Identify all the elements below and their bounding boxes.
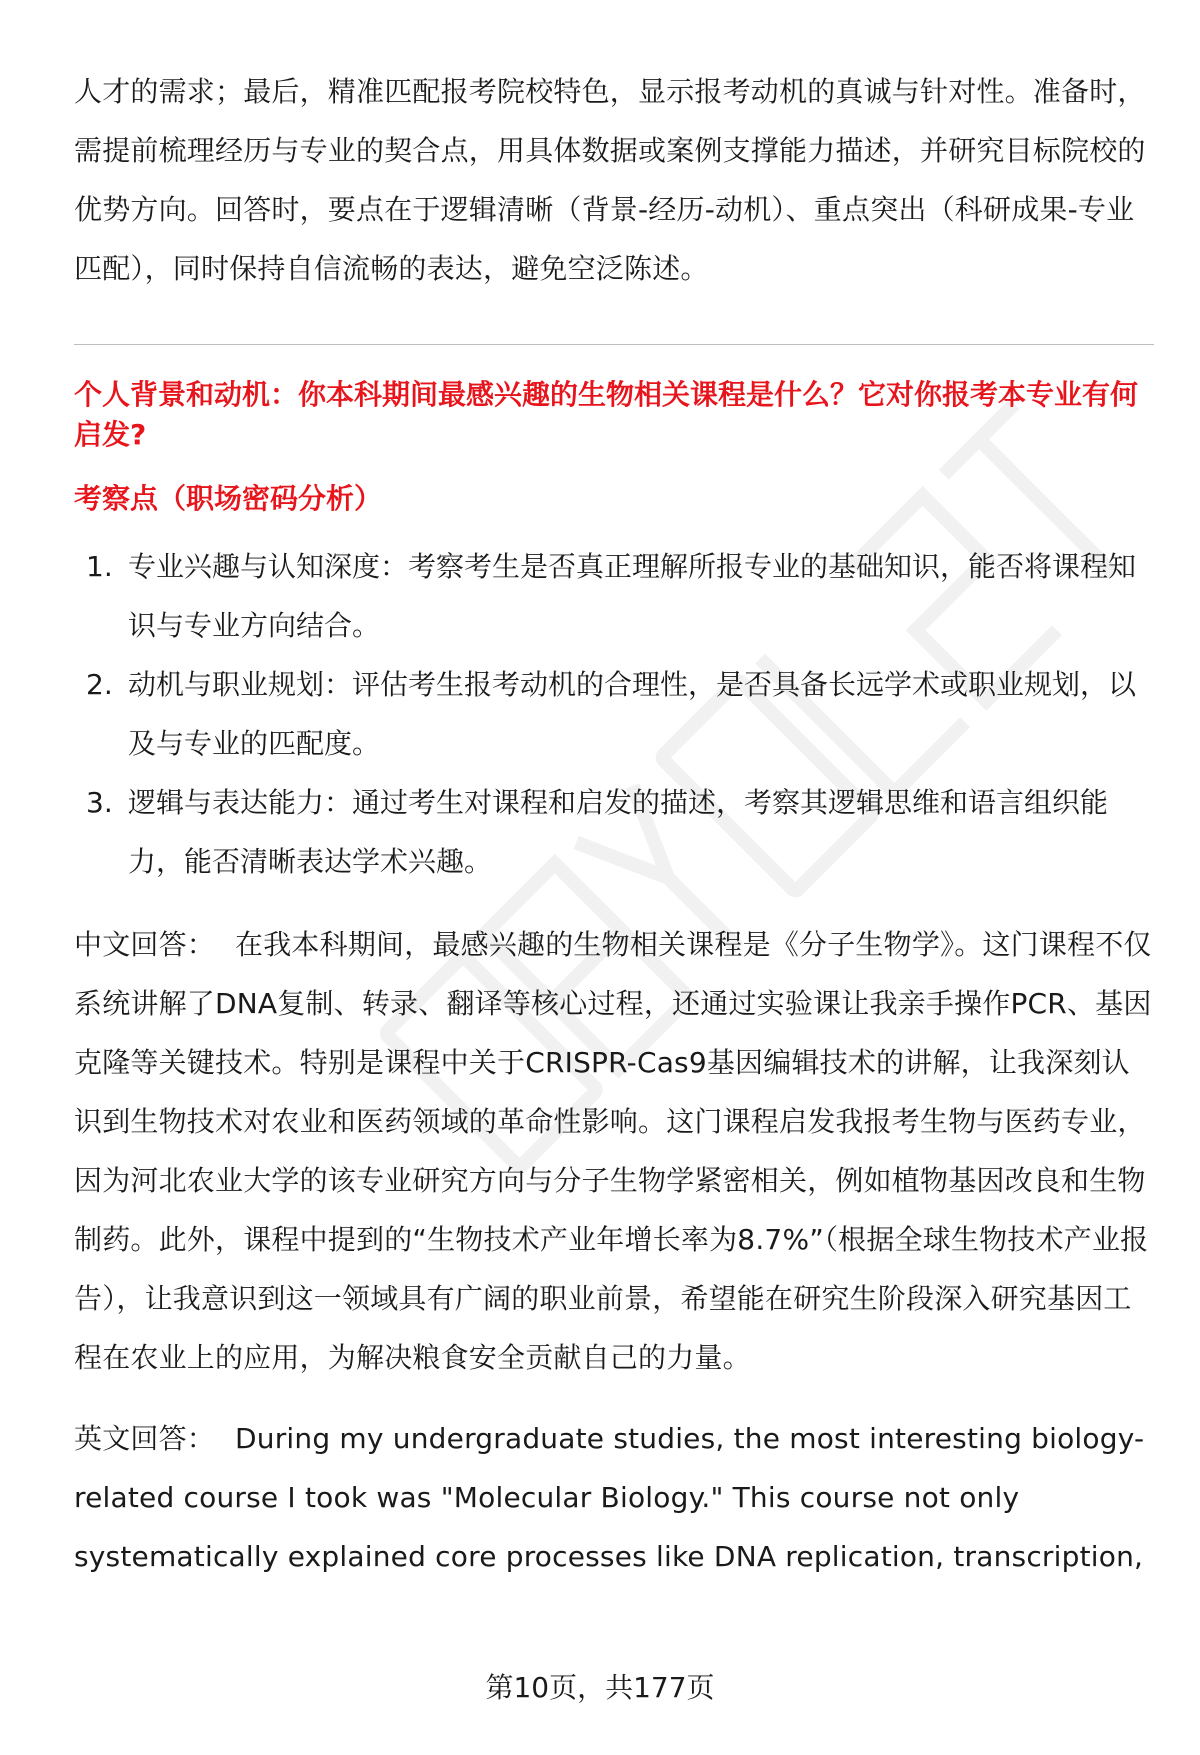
assessment-list [74,537,1154,891]
content-area [74,62,1154,1586]
page-footer: 第10页，共177页 [485,1671,715,1704]
list-item [74,773,1154,891]
list-item-number: 2. [86,668,113,701]
chinese-answer-label: 中文回答： [74,928,216,961]
english-answer-label: 英文回答： [74,1422,216,1455]
list-item-number: 1. [86,550,113,583]
list-item [74,655,1154,773]
list-item [74,537,1154,655]
english-answer-text: During my undergraduate studies, the most interesting biology-related course I took was "Molecular Biology." This course not only systematically explained core processes like DNA replication, transcription, [74,1422,1145,1573]
list-item-number: 3. [86,786,113,819]
chinese-answer [74,915,1154,1387]
section-divider [74,344,1154,345]
english-answer [74,1409,1154,1586]
chinese-answer-text: 在我本科期间，最感兴趣的生物相关课程是《分子生物学》。这门课程不仅系统讲解了DNA复制、转录、翻译等核心过程，还通过实验课让我亲手操作PCR、基因克隆等关键技术。特别是课程中关于CRISPR-Cas9基因编辑技术的讲解，让我深刻认识到生物技术对农业和医药领域的革命性影响。这门课程启发我报考生物与医药专业，因为河北农业大学的该专业研究方向与分子生物学紧密相关，例如植物基因改良和生物制药。此外，课程中提到的“生物技术产业年增长率为8.7%”（根据全球生物技术产业报告），让我意识到这一领域具有广阔的职业前景，希望能在研究生阶段深入研究基因工程在农业上的应用，为解决粮食安全贡献自己的力量。 [74,928,1152,1374]
question-heading: 个人背景和动机：你本科期间最感兴趣的生物相关课程是什么？它对你报考本专业有何启发? [74,378,1139,451]
list-item-text: 逻辑与表达能力：通过考生对课程和启发的描述，考察其逻辑思维和语言组织能力，能否清晰表达学术兴趣。 [128,786,1109,878]
list-item-text: 动机与职业规划：评估考生报考动机的合理性，是否具备长远学术或职业规划，以及与专业的匹配度。 [128,668,1137,760]
intro-paragraph: 人才的需求；最后，精准匹配报考院校特色，显示报考动机的真诚与针对性。准备时，需提前梳理经历与专业的契合点，用具体数据或案例支撑能力描述，并研究目标院校的优势方向。回答时，要点在于逻辑清晰（背景-经历-动机）、重点突出（科研成果-专业匹配），同时保持自信流畅的表达，避免空泛陈述。 [74,75,1146,285]
list-item-text: 专业兴趣与认知深度：考察考生是否真正理解所报专业的基础知识，能否将课程知识与专业方向结合。 [128,550,1137,642]
assessment-heading: 考察点（职场密码分析） [74,482,383,515]
